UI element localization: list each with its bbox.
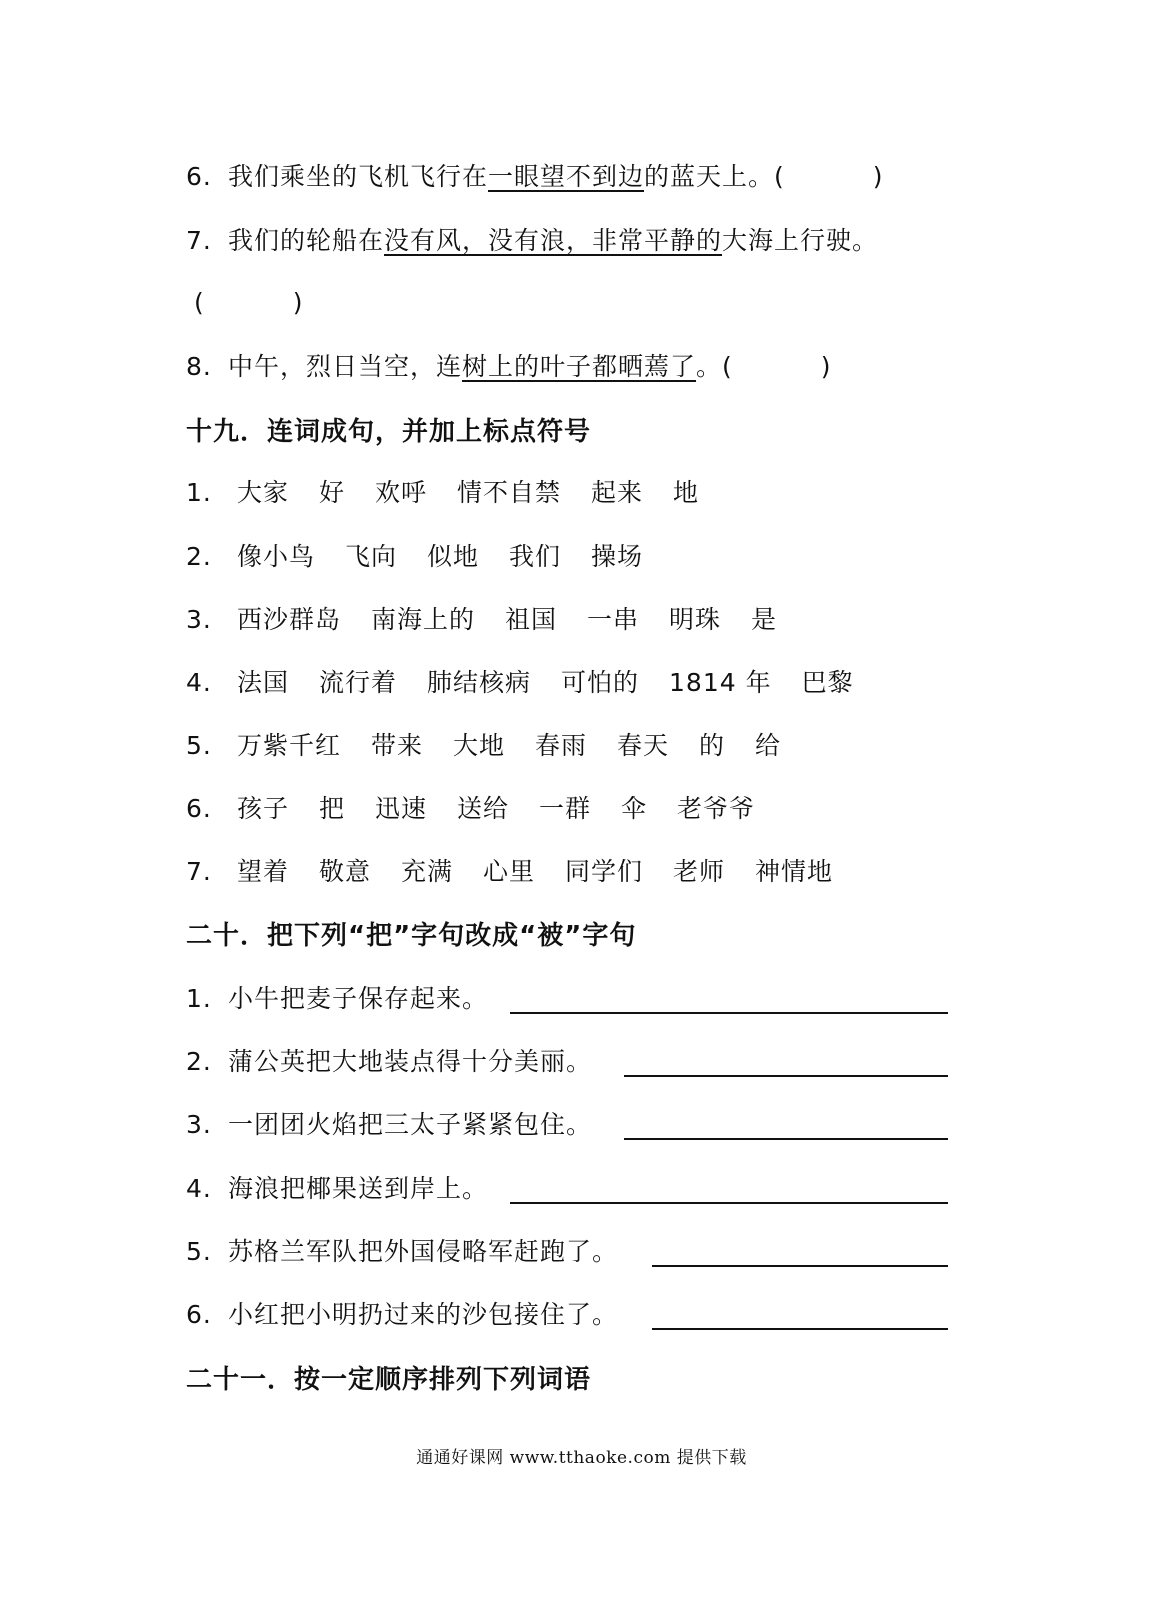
item-number: 7. bbox=[186, 857, 212, 886]
item-number: 5. bbox=[186, 731, 212, 760]
item-number: 7. bbox=[186, 226, 212, 255]
item-number: 3. bbox=[186, 1110, 212, 1139]
sentence-text: 我们的轮船在 bbox=[228, 226, 385, 255]
word: 操场 bbox=[591, 542, 644, 571]
word: 巴黎 bbox=[801, 668, 854, 697]
item-number: 6. bbox=[186, 794, 212, 823]
section-21-title: 二十一．按一定顺序排列下列词语 bbox=[186, 1365, 592, 1395]
sentence-text: 中午，烈日当空，连 bbox=[228, 352, 463, 381]
answer-line[interactable] bbox=[624, 1138, 948, 1140]
word: 老师 bbox=[673, 857, 726, 886]
answer-line[interactable] bbox=[624, 1075, 948, 1077]
word: 一串 bbox=[587, 605, 640, 634]
word: 一群 bbox=[539, 794, 592, 823]
section-20-title: 二十．把下列“把”字句改成“被”字句 bbox=[186, 921, 637, 951]
word: 法国 bbox=[236, 668, 289, 697]
word: 充满 bbox=[400, 857, 453, 886]
sentence-text: 。( bbox=[696, 352, 733, 381]
word: 像小鸟 bbox=[236, 542, 315, 571]
word: 大地 bbox=[452, 731, 505, 760]
sentence-text: 小红把小明扔过来的沙包接住了。 bbox=[228, 1300, 619, 1329]
q19-item-4 bbox=[186, 666, 854, 700]
answer-line[interactable] bbox=[510, 1012, 948, 1014]
close-paren: ) bbox=[872, 162, 884, 191]
q18-item-6 bbox=[186, 160, 884, 194]
sentence-text: 大海上行驶。 bbox=[722, 226, 879, 255]
open-paren: ( bbox=[194, 288, 205, 317]
close-paren: ) bbox=[820, 352, 832, 381]
word: 的 bbox=[699, 731, 726, 760]
word: 可怕的 bbox=[561, 668, 640, 697]
word: 好 bbox=[318, 478, 345, 507]
sentence-text: 的蓝天上。( bbox=[644, 162, 785, 191]
sentence-text: 一团团火焰把三太子紧紧包住。 bbox=[228, 1110, 593, 1139]
word: 送给 bbox=[457, 794, 510, 823]
word: 祖国 bbox=[504, 605, 557, 634]
q19-item-1 bbox=[186, 476, 699, 510]
word: 我们 bbox=[509, 542, 562, 571]
sentence-text: 我们乘坐的飞机飞行在 bbox=[228, 162, 489, 191]
word: 肺结核病 bbox=[426, 668, 531, 697]
q18-item-8 bbox=[186, 350, 832, 384]
word: 明珠 bbox=[669, 605, 722, 634]
item-number: 2. bbox=[186, 1047, 212, 1076]
q19-item-5 bbox=[186, 729, 781, 763]
item-number: 5. bbox=[186, 1237, 212, 1266]
answer-line[interactable] bbox=[652, 1328, 948, 1330]
word: 敬意 bbox=[318, 857, 371, 886]
word: 情不自禁 bbox=[457, 478, 562, 507]
word: 欢呼 bbox=[374, 478, 427, 507]
q19-item-2 bbox=[186, 540, 643, 574]
page-footer: 通通好课网 www.tthaoke.com 提供下载 bbox=[416, 1448, 747, 1468]
q19-item-7 bbox=[186, 855, 833, 889]
close-paren: ) bbox=[292, 288, 304, 317]
word: 地 bbox=[673, 478, 700, 507]
word: 似地 bbox=[426, 542, 479, 571]
item-number: 4. bbox=[186, 668, 212, 697]
word: 南海上的 bbox=[370, 605, 475, 634]
q20-item-4 bbox=[186, 1172, 488, 1206]
q20-item-1 bbox=[186, 982, 488, 1016]
word: 西沙群岛 bbox=[236, 605, 341, 634]
item-number: 6. bbox=[186, 162, 212, 191]
word: 是 bbox=[751, 605, 778, 634]
word: 给 bbox=[755, 731, 782, 760]
q19-item-3 bbox=[186, 603, 777, 637]
word: 孩子 bbox=[236, 794, 289, 823]
answer-line[interactable] bbox=[510, 1202, 948, 1204]
sentence-text: 小牛把麦子保存起来。 bbox=[228, 984, 489, 1013]
underlined-phrase: 一眼望不到边 bbox=[488, 162, 645, 191]
word: 春雨 bbox=[535, 731, 588, 760]
word: 把 bbox=[318, 794, 345, 823]
q20-item-6 bbox=[186, 1298, 618, 1332]
word: 万紫千红 bbox=[236, 731, 341, 760]
sentence-text: 海浪把椰果送到岸上。 bbox=[228, 1174, 489, 1203]
word: 流行着 bbox=[318, 668, 397, 697]
q18-item-7 bbox=[186, 224, 878, 258]
q20-item-2 bbox=[186, 1045, 592, 1079]
answer-line[interactable] bbox=[652, 1265, 948, 1267]
word: 1814 年 bbox=[669, 668, 772, 697]
word: 带来 bbox=[370, 731, 423, 760]
section-19-title: 十九．连词成句，并加上标点符号 bbox=[186, 417, 592, 447]
q18-item-7-answer bbox=[194, 286, 304, 320]
word: 同学们 bbox=[565, 857, 644, 886]
sentence-text: 蒲公英把大地装点得十分美丽。 bbox=[228, 1047, 593, 1076]
q20-item-5 bbox=[186, 1235, 618, 1269]
q20-item-3 bbox=[186, 1108, 592, 1142]
underlined-phrase: 树上的叶子都晒蔫了 bbox=[462, 352, 697, 381]
word: 神情地 bbox=[755, 857, 834, 886]
underlined-phrase: 没有风，没有浪，非常平静的 bbox=[384, 226, 723, 255]
word: 飞向 bbox=[344, 542, 397, 571]
word: 大家 bbox=[236, 478, 289, 507]
word: 迅速 bbox=[374, 794, 427, 823]
item-number: 1. bbox=[186, 478, 212, 507]
item-number: 2. bbox=[186, 542, 212, 571]
item-number: 8. bbox=[186, 352, 212, 381]
word: 老爷爷 bbox=[677, 794, 756, 823]
sentence-text: 苏格兰军队把外国侵略军赶跑了。 bbox=[228, 1237, 619, 1266]
item-number: 1. bbox=[186, 984, 212, 1013]
word: 望着 bbox=[236, 857, 289, 886]
word: 心里 bbox=[483, 857, 536, 886]
item-number: 3. bbox=[186, 605, 212, 634]
item-number: 6. bbox=[186, 1300, 212, 1329]
q19-item-6 bbox=[186, 792, 755, 826]
item-number: 4. bbox=[186, 1174, 212, 1203]
word: 春天 bbox=[617, 731, 670, 760]
word: 伞 bbox=[621, 794, 648, 823]
word: 起来 bbox=[591, 478, 644, 507]
